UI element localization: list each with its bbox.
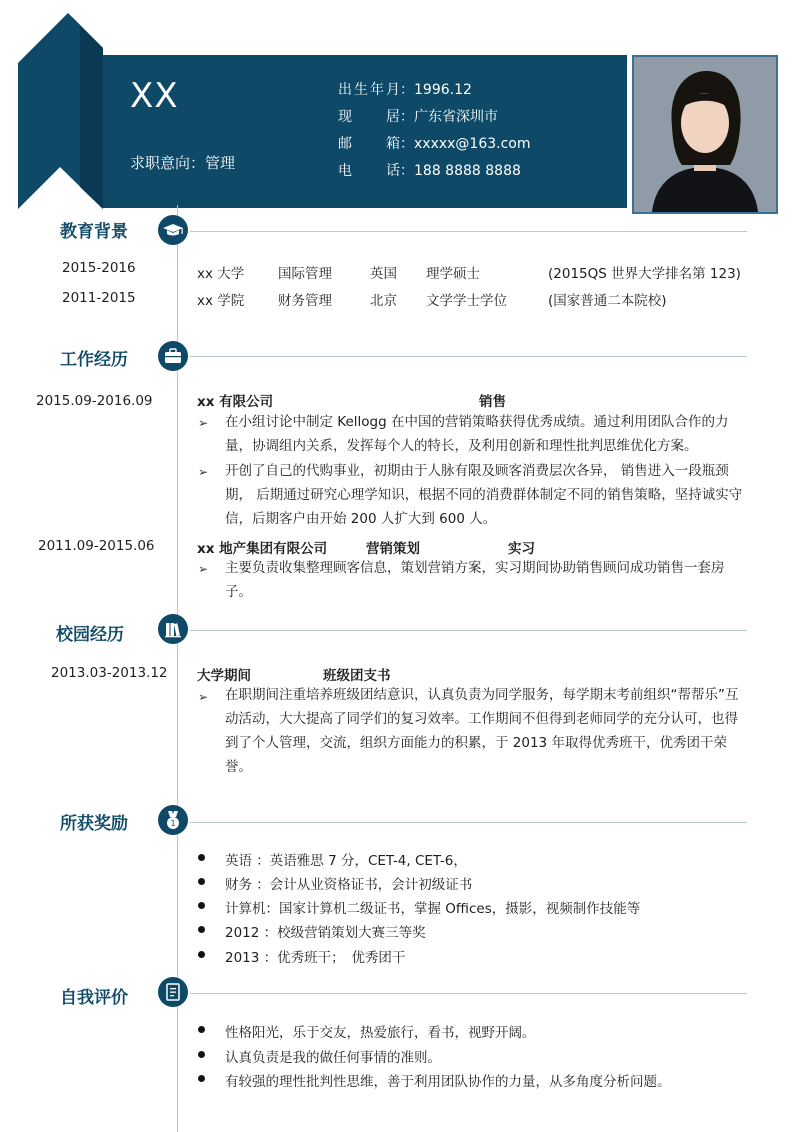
info-residence-value: 广东省深圳市 xyxy=(414,109,498,125)
bullet-dot-icon xyxy=(198,878,205,885)
edu-place-1: 英国 xyxy=(370,266,397,282)
edu-major-2: 财务管理 xyxy=(278,293,332,309)
self-item-3: 有较强的理性批判性思维，善于利用团队协作的力量，从多角度分析问题。 xyxy=(225,1074,671,1090)
edu-major-1: 国际管理 xyxy=(278,266,332,282)
bullet-dot-icon xyxy=(198,926,205,933)
info-birth xyxy=(338,79,472,99)
arrow-bullet-icon: ➢ xyxy=(198,562,209,576)
self-item-2: 认真负责是我的做任何事情的准则。 xyxy=(225,1050,441,1066)
info-phone-value: 188 8888 8888 xyxy=(414,163,521,179)
self-divider xyxy=(190,993,747,994)
header-band xyxy=(103,55,627,208)
self-item-1: 性格阳光，乐于交友，热爱旅行，看书，视野开阔。 xyxy=(225,1025,536,1041)
info-email-value: xxxxx@163.com xyxy=(414,136,531,152)
work-1-bullet-1: 在小组讨论中制定 Kellogg 在中国的营销策略获得优秀成绩。通过利用团队合作的力量，协调组内关系，发挥每个人的特长，及利用创新和理性批判思维优化方案。 xyxy=(225,414,729,454)
info-phone xyxy=(338,160,521,180)
medal-icon xyxy=(158,805,188,835)
work-2-bullet-1: 主要负责收集整理顾客信息，策划营销方案，实习期间协助销售顾问成功销售一套房子。 xyxy=(225,560,725,600)
campus-bullet: 在职期间注重培养班级团结意识，认真负责为同学服务，每学期末考前组织“帮帮乐”互动活动，大大提高了同学们的复习效率。工作期间不但得到老师同学的充分认可，也得到了个人管理，交流，组织方面能力的积累，于 2013 年取得优秀班干，优秀团干荣誉。 xyxy=(225,687,739,775)
work-company-2: xx 地产集团有限公司 xyxy=(197,541,328,557)
work-extra-2: 实习 xyxy=(508,541,535,557)
candidate-name: XX xyxy=(130,76,179,116)
work-divider xyxy=(190,356,747,357)
work-date-1: 2015.09-2016.09 xyxy=(36,393,153,409)
info-residence-colon: ： xyxy=(400,109,414,125)
edu-date-2: 2011-2015 xyxy=(62,290,136,306)
education-divider xyxy=(190,231,747,232)
edu-date-1: 2015-2016 xyxy=(62,260,136,276)
books-icon xyxy=(158,614,188,644)
info-phone-label: 电话 xyxy=(338,163,400,179)
info-residence-label: 现居 xyxy=(338,109,400,125)
portrait-placeholder-icon xyxy=(634,57,776,212)
info-residence xyxy=(338,106,498,126)
edu-school-2: xx 学院 xyxy=(197,293,245,309)
self-title: 自我评价 xyxy=(60,988,128,1008)
award-item-3: 计算机：国家计算机二级证书，掌握 Offices，摄影，视频制作技能等 xyxy=(225,901,641,917)
info-email-label: 邮箱 xyxy=(338,136,400,152)
work-1-bullet-2: 开创了自己的代购事业，初期由于人脉有限及顾客消费层次各异， 销售进入一段瓶颈期， 后期通过研究心理学知识，根据不同的消费群体制定不同的销售策略，坚持诚实守信，后期客户由开始 200 人扩大到 600 人。 xyxy=(225,463,743,527)
awards-divider xyxy=(190,822,747,823)
bullet-dot-icon xyxy=(198,1075,205,1082)
header-chevron-decoration xyxy=(18,13,103,209)
profile-photo xyxy=(632,55,778,214)
award-item-2: 财务 ：会计从业资格证书，会计初级证书 xyxy=(225,877,473,893)
edu-place-2: 北京 xyxy=(370,293,397,309)
info-phone-colon: ： xyxy=(400,163,414,179)
briefcase-icon xyxy=(158,341,188,371)
education-title: 教育背景 xyxy=(60,222,128,242)
edu-school-1: xx 大学 xyxy=(197,266,245,282)
bullet-dot-icon xyxy=(198,1051,205,1058)
campus-org: 大学期间 xyxy=(197,668,251,684)
edu-degree-1: 理学硕士 xyxy=(426,266,480,282)
award-item-4: 2012 ：校级营销策划大赛三等奖 xyxy=(225,925,426,941)
work-role-1: 销售 xyxy=(479,394,506,410)
campus-date: 2013.03-2013.12 xyxy=(51,665,168,681)
campus-divider xyxy=(190,630,747,631)
work-role-2: 营销策划 xyxy=(366,541,420,557)
edu-note-2: (国家普通二本院校) xyxy=(548,293,667,309)
graduation-cap-icon xyxy=(158,215,188,245)
work-company-1: xx 有限公司 xyxy=(197,394,274,410)
info-birth-colon: ： xyxy=(400,82,414,98)
awards-title: 所获奖励 xyxy=(60,814,128,834)
job-intention: 求职意向：管理 xyxy=(130,154,236,172)
work-date-2: 2011.09-2015.06 xyxy=(38,538,155,554)
arrow-bullet-icon: ➢ xyxy=(198,416,209,430)
edu-note-1: (2015QS 世界大学排名第 123) xyxy=(548,266,741,282)
arrow-bullet-icon: ➢ xyxy=(198,690,209,704)
award-item-5: 2013 ：优秀班干； 优秀团干 xyxy=(225,950,406,966)
bullet-dot-icon xyxy=(198,951,205,958)
award-item-1: 英语 ：英语雅思 7 分，CET-4, CET-6， xyxy=(225,853,467,869)
info-email-colon: ： xyxy=(400,136,414,152)
notebook-icon xyxy=(158,977,188,1007)
bullet-dot-icon xyxy=(198,902,205,909)
bullet-dot-icon xyxy=(198,1026,205,1033)
bullet-dot-icon xyxy=(198,854,205,861)
work-title: 工作经历 xyxy=(60,350,128,370)
info-email xyxy=(338,133,531,153)
info-birth-label: 出生年月 xyxy=(338,82,400,98)
campus-title: 校园经历 xyxy=(56,625,124,645)
svg-text:1: 1 xyxy=(170,819,176,828)
info-birth-value: 1996.12 xyxy=(414,82,472,98)
edu-degree-2: 文学学士学位 xyxy=(426,293,507,309)
campus-role: 班级团支书 xyxy=(323,668,391,684)
arrow-bullet-icon: ➢ xyxy=(198,465,209,479)
